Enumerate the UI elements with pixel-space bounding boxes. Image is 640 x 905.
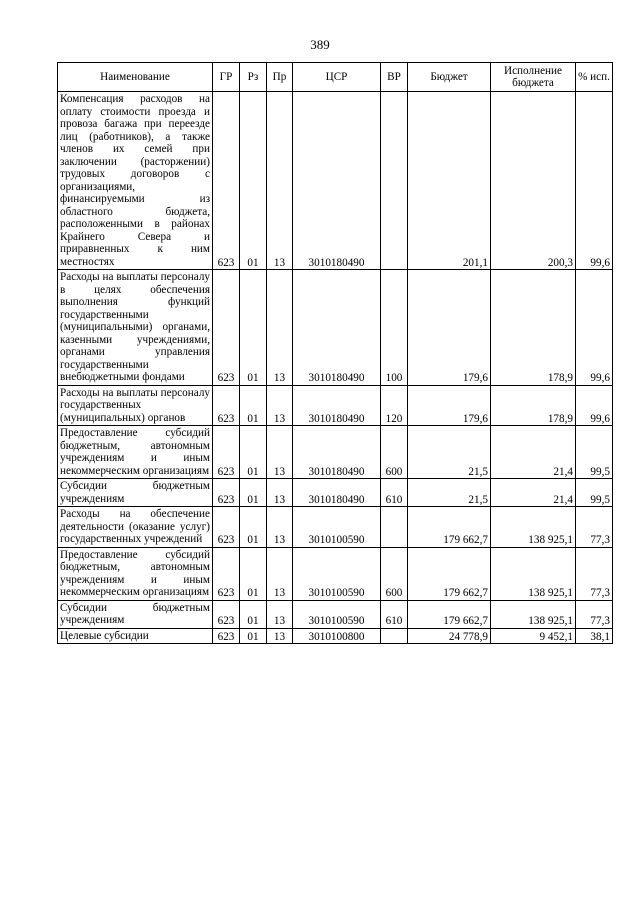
cell-execution: 9 452,1	[491, 628, 576, 644]
cell-csr: 3010180490	[293, 92, 381, 270]
cell-execution: 178,9	[491, 385, 576, 426]
cell-rz: 01	[240, 385, 267, 426]
cell-rz: 01	[240, 426, 267, 479]
cell-vr	[381, 628, 408, 644]
cell-pr: 13	[267, 385, 293, 426]
cell-execution: 21,4	[491, 479, 576, 507]
table-row	[58, 600, 613, 628]
cell-gr: 623	[213, 426, 240, 479]
cell-budget: 201,1	[408, 92, 491, 270]
cell-rz: 01	[240, 507, 267, 548]
cell-vr	[381, 92, 408, 270]
cell-csr: 3010100590	[293, 600, 381, 628]
cell-percent: 77,3	[576, 547, 613, 600]
cell-rz: 01	[240, 628, 267, 644]
table-row	[58, 426, 613, 479]
header-budget: Бюджет	[408, 63, 491, 92]
cell-budget: 179,6	[408, 385, 491, 426]
cell-vr: 610	[381, 479, 408, 507]
cell-budget: 179 662,7	[408, 507, 491, 548]
table-body	[58, 92, 613, 644]
cell-execution: 138 925,1	[491, 600, 576, 628]
cell-percent: 99,5	[576, 479, 613, 507]
header-csr: ЦСР	[293, 63, 381, 92]
cell-gr: 623	[213, 385, 240, 426]
cell-rz: 01	[240, 600, 267, 628]
cell-vr: 610	[381, 600, 408, 628]
cell-name: Субсидии бюджетным учреждениям	[58, 600, 213, 628]
cell-percent: 99,5	[576, 426, 613, 479]
cell-execution: 21,4	[491, 426, 576, 479]
cell-vr: 100	[381, 270, 408, 386]
table-row	[58, 547, 613, 600]
cell-rz: 01	[240, 479, 267, 507]
budget-table	[57, 62, 613, 644]
table-row	[58, 92, 613, 270]
header-name: Наименование	[58, 63, 213, 92]
cell-gr: 623	[213, 92, 240, 270]
cell-vr: 120	[381, 385, 408, 426]
cell-vr: 600	[381, 426, 408, 479]
cell-vr: 600	[381, 547, 408, 600]
table-header-row	[58, 63, 613, 92]
cell-pr: 13	[267, 479, 293, 507]
cell-name: Предоставление субсидий бюджетным, автономным учреждениям и иным некоммерческим организациям	[58, 547, 213, 600]
cell-budget: 21,5	[408, 426, 491, 479]
cell-pr: 13	[267, 270, 293, 386]
cell-budget: 24 778,9	[408, 628, 491, 644]
cell-gr: 623	[213, 547, 240, 600]
cell-percent: 38,1	[576, 628, 613, 644]
cell-pr: 13	[267, 628, 293, 644]
table-row	[58, 270, 613, 386]
cell-rz: 01	[240, 270, 267, 386]
header-pr: Пр	[267, 63, 293, 92]
cell-budget: 179 662,7	[408, 547, 491, 600]
cell-gr: 623	[213, 600, 240, 628]
cell-budget: 179,6	[408, 270, 491, 386]
header-gr: ГР	[213, 63, 240, 92]
cell-csr: 3010180490	[293, 385, 381, 426]
cell-csr: 3010180490	[293, 479, 381, 507]
cell-csr: 3010100590	[293, 507, 381, 548]
cell-name: Субсидии бюджетным учреждениям	[58, 479, 213, 507]
cell-percent: 99,6	[576, 270, 613, 386]
cell-name: Целевые субсидии	[58, 628, 213, 644]
cell-percent: 99,6	[576, 385, 613, 426]
cell-budget: 179 662,7	[408, 600, 491, 628]
header-rz: Рз	[240, 63, 267, 92]
cell-execution: 178,9	[491, 270, 576, 386]
cell-name: Расходы на обеспечение деятельности (оказание услуг) государственных учреждений	[58, 507, 213, 548]
cell-percent: 77,3	[576, 507, 613, 548]
cell-percent: 77,3	[576, 600, 613, 628]
cell-gr: 623	[213, 270, 240, 386]
cell-csr: 3010100800	[293, 628, 381, 644]
cell-execution: 200,3	[491, 92, 576, 270]
header-percent: % исп.	[576, 63, 613, 92]
cell-pr: 13	[267, 507, 293, 548]
cell-gr: 623	[213, 479, 240, 507]
header-vr: ВР	[381, 63, 408, 92]
cell-execution: 138 925,1	[491, 507, 576, 548]
cell-pr: 13	[267, 547, 293, 600]
header-execution: Исполнение бюджета	[491, 63, 576, 92]
cell-name: Расходы на выплаты персоналу государственных (муниципальных) органов	[58, 385, 213, 426]
cell-percent: 99,6	[576, 92, 613, 270]
cell-csr: 3010180490	[293, 426, 381, 479]
table-row	[58, 385, 613, 426]
cell-pr: 13	[267, 600, 293, 628]
cell-csr: 3010100590	[293, 547, 381, 600]
table-row	[58, 479, 613, 507]
cell-vr	[381, 507, 408, 548]
cell-gr: 623	[213, 507, 240, 548]
table-row	[58, 507, 613, 548]
cell-csr: 3010180490	[293, 270, 381, 386]
cell-name: Расходы на выплаты персоналу в целях обеспечения выполнения функций государственными (муниципальными) органами, казенными учреждениями, органами управления государственными внебюджетными фондами	[58, 270, 213, 386]
cell-rz: 01	[240, 92, 267, 270]
cell-name: Предоставление субсидий бюджетным, автономным учреждениям и иным некоммерческим организациям	[58, 426, 213, 479]
page-number: 389	[310, 37, 330, 52]
cell-name: Компенсация расходов на оплату стоимости проезда и провоза багажа при переезде лиц (работников), а также членов их семей при заключении (расторжении) трудовых договоров с организациями, финансируемыми из областного бюджета, расположенными в районах Крайнего Севера и приравненных к ним местностях	[58, 92, 213, 270]
cell-gr: 623	[213, 628, 240, 644]
cell-pr: 13	[267, 92, 293, 270]
cell-rz: 01	[240, 547, 267, 600]
cell-budget: 21,5	[408, 479, 491, 507]
cell-pr: 13	[267, 426, 293, 479]
table-row	[58, 628, 613, 644]
cell-execution: 138 925,1	[491, 547, 576, 600]
